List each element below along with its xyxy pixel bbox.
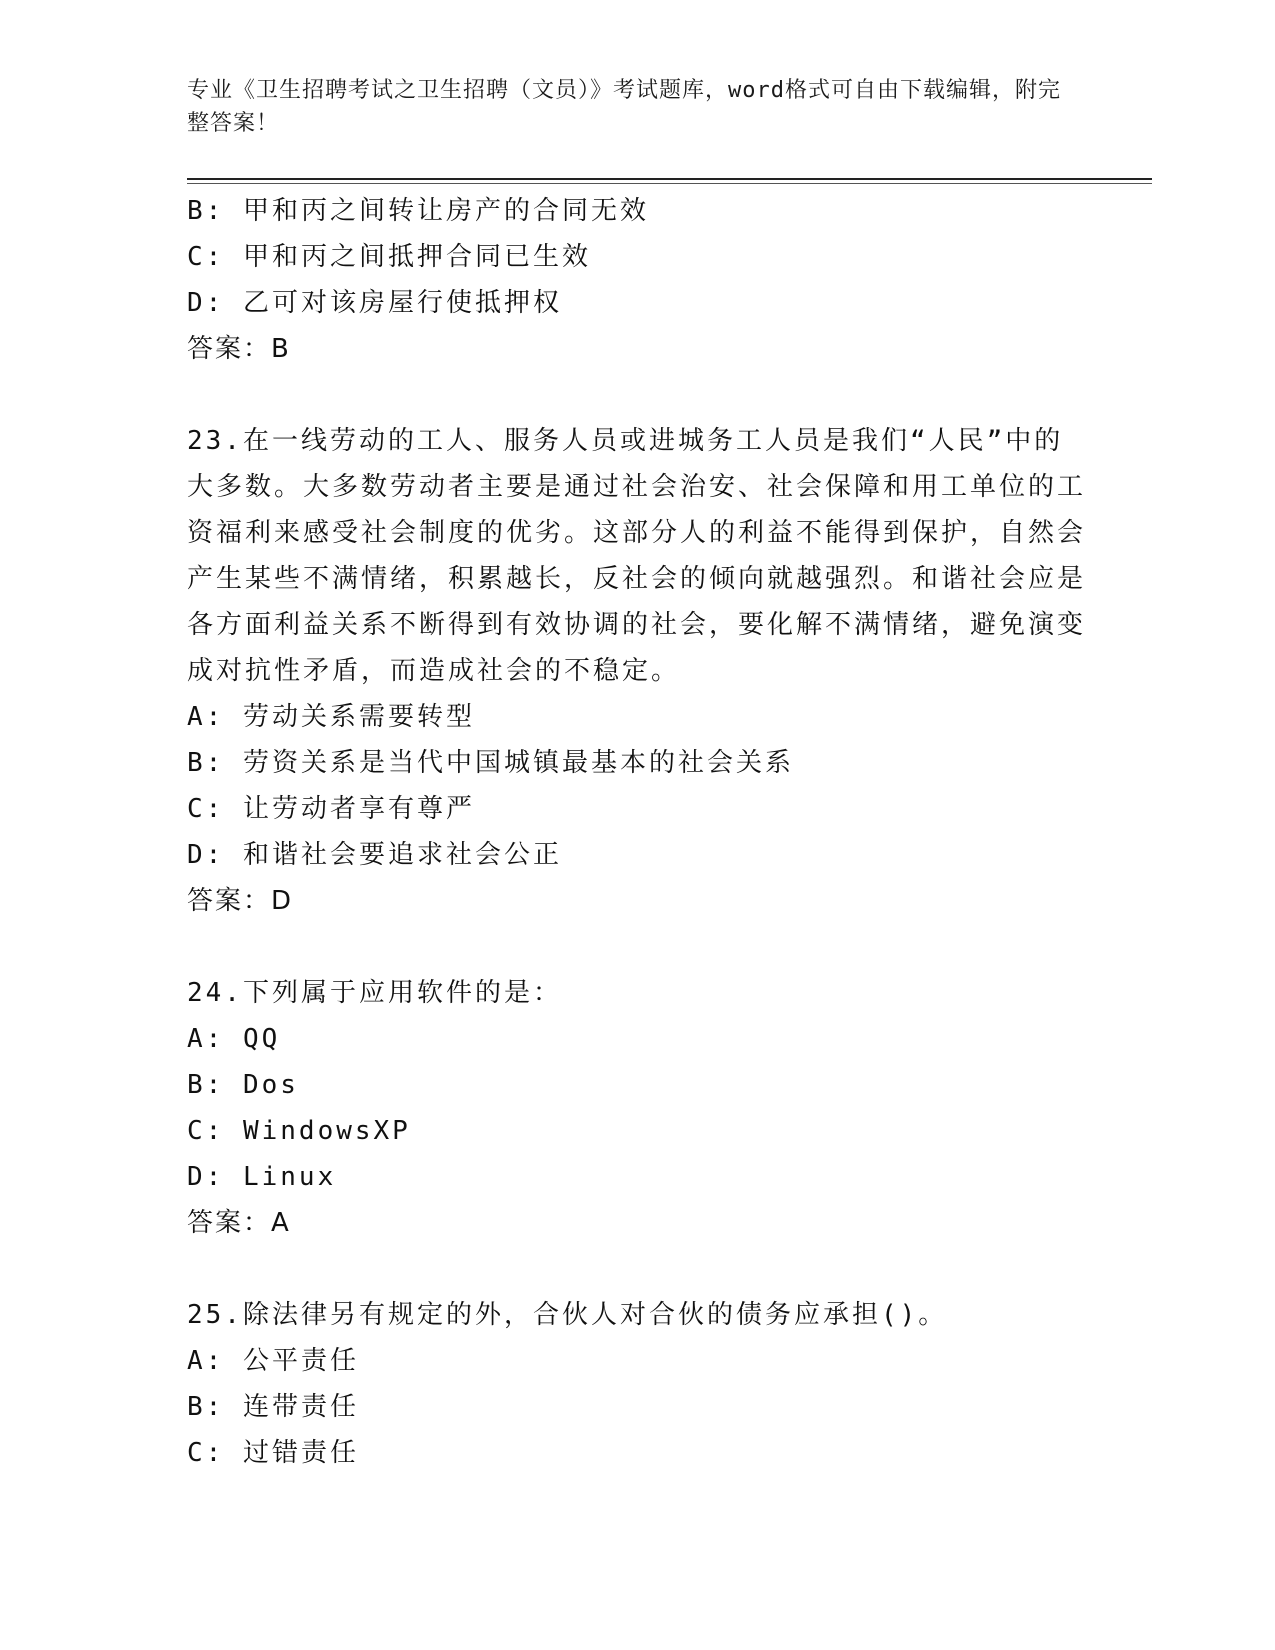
- option-b: B: Dos: [187, 1070, 299, 1100]
- answer-line: 答案：A: [187, 1208, 291, 1238]
- question-stem: 23.在一线劳动的工人、服务人员或进城务工人员是我们“人民”中的大多数。大多数劳动者主要是通过社会治安、社会保障和用工单位的工资福利来感受社会制度的优劣。这部分人的利益不能得到保护，自然会产生某些不满情绪，积累越长，反社会的倾向就越强烈。和谐社会应是各方面利益关系不断得到有效协调的社会，要化解不满情绪，避免演变成对抗性矛盾，而造成社会的不稳定。: [187, 426, 1087, 686]
- question-22-continuation: [187, 188, 1087, 372]
- option-c: C: 过错责任: [187, 1438, 359, 1468]
- option-a: A: QQ: [187, 1024, 281, 1054]
- question-24: [187, 970, 1087, 1246]
- question-25: [187, 1292, 1087, 1476]
- option-c: C: 甲和丙之间抵押合同已生效: [187, 242, 591, 272]
- answer-line: 答案：B: [187, 334, 291, 364]
- option-d: D: 和谐社会要追求社会公正: [187, 840, 562, 870]
- option-d: D: 乙可对该房屋行使抵押权: [187, 288, 562, 318]
- option-c: C: WindowsXP: [187, 1116, 411, 1146]
- header-divider-thin: [187, 183, 1152, 184]
- question-23: [187, 418, 1087, 924]
- spacer: [187, 372, 1087, 418]
- option-b: B: 劳资关系是当代中国城镇最基本的社会关系: [187, 748, 794, 778]
- option-d: D: Linux: [187, 1162, 337, 1192]
- option-a: A: 公平责任: [187, 1346, 359, 1376]
- option-c: C: 让劳动者享有尊严: [187, 794, 475, 824]
- option-a: A: 劳动关系需要转型: [187, 702, 475, 732]
- spacer: [187, 924, 1087, 970]
- document-header: 专业《卫生招聘考试之卫生招聘（文员）》考试题库，word格式可自由下载编辑，附完整答案！: [187, 78, 1061, 136]
- option-b: B: 甲和丙之间转让房产的合同无效: [187, 196, 649, 226]
- question-stem: 24.下列属于应用软件的是：: [187, 978, 562, 1008]
- option-b: B: 连带责任: [187, 1392, 359, 1422]
- header-divider: [187, 178, 1152, 180]
- answer-line: 答案：D: [187, 886, 294, 916]
- question-stem: 25.除法律另有规定的外，合伙人对合伙的债务应承担()。: [187, 1300, 948, 1330]
- spacer: [187, 1246, 1087, 1292]
- question-list: [187, 188, 1087, 1476]
